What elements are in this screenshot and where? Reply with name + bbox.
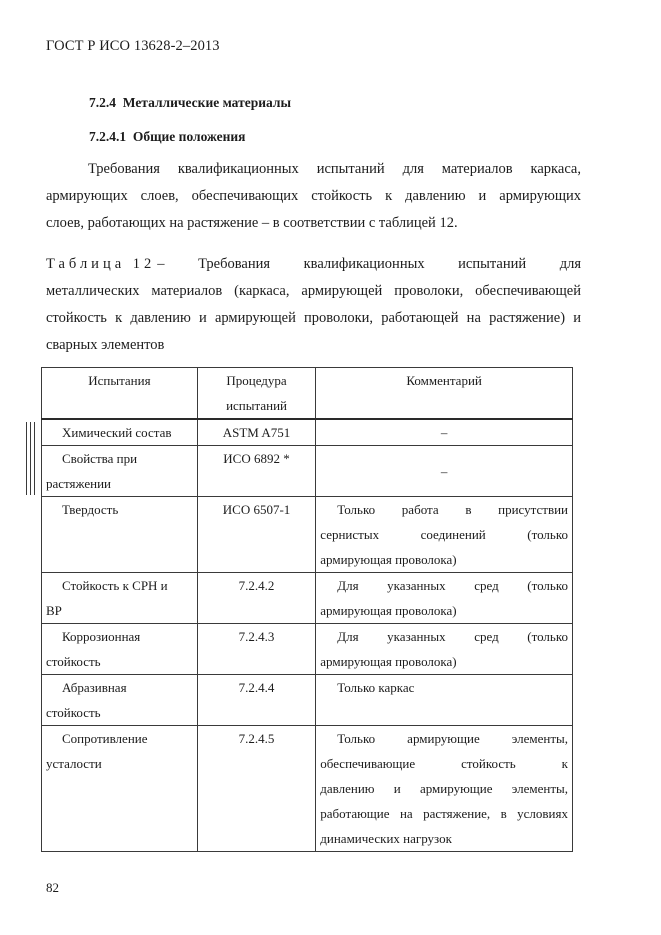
comment-line: сернистых соединений (только: [320, 527, 568, 542]
cell-comment: [316, 624, 573, 675]
change-bar: [34, 422, 35, 495]
cell-test: [42, 446, 198, 497]
caption-first-line: [46, 251, 581, 278]
comment-line: динамических нагрузок: [320, 831, 452, 846]
subsection-heading: 7.2.4.1 Общие положения: [89, 129, 246, 144]
cell-text: Твердость: [62, 502, 119, 517]
cell-text: Коррозионная: [62, 629, 141, 644]
cell-comment: [316, 573, 573, 624]
table-row: [42, 624, 573, 675]
cell-test: [42, 497, 198, 573]
cell-text: стойкость: [46, 654, 101, 669]
table-header-row: [42, 368, 573, 420]
section-heading: 7.2.4 Металлические материалы: [89, 95, 291, 110]
cell-test: [42, 624, 198, 675]
table-row: [42, 497, 573, 573]
comment-line: армирующая проволока): [320, 603, 457, 618]
cell-procedure: 7.2.4.2: [197, 573, 315, 624]
table-row: [42, 675, 573, 726]
header-procedure: [197, 368, 315, 420]
cell-text: растяжении: [46, 476, 111, 491]
cell-comment: [316, 675, 573, 726]
cell-procedure: ИСО 6507-1: [197, 497, 315, 573]
comment-line: Только работа в присутствии: [337, 502, 568, 517]
cell-test: [42, 726, 198, 852]
table-caption: [46, 251, 581, 359]
table-row: [42, 446, 573, 497]
cell-text: Сопротивление: [62, 731, 148, 746]
comment-line: армирующая проволока): [320, 552, 457, 567]
header-comment: Комментарий: [316, 368, 573, 420]
body-paragraph: [46, 156, 581, 237]
paragraph-line: Требования квалификационных испытаний для материалов каркаса,: [88, 161, 581, 177]
cell-text: Свойства при: [62, 451, 138, 466]
header-tests: Испытания: [42, 368, 198, 420]
cell-comment: [316, 726, 573, 852]
caption-label: Таблица 12: [46, 256, 156, 272]
cell-comment: –: [316, 419, 573, 446]
cell-procedure: 7.2.4.5: [197, 726, 315, 852]
cell-text: ВР: [46, 603, 62, 618]
page-number: 82: [46, 880, 59, 895]
cell-procedure: ASTM A751: [197, 419, 315, 446]
comment-line: армирующая проволока): [320, 654, 457, 669]
comment-line: обеспечивающие стойкость к: [320, 756, 568, 771]
cell-text: стойкость: [46, 705, 101, 720]
cell-text: Химический состав: [62, 425, 172, 440]
caption-title-start: – Требования квалификационных испытаний для: [157, 256, 581, 272]
table-row: [42, 726, 573, 852]
cell-comment: [316, 497, 573, 573]
caption-line: стойкость к давлению и армирующей проволоки, работающей на растяжение) и: [46, 310, 581, 326]
cell-text: Стойкость к СРН и: [62, 578, 168, 593]
cell-test: [42, 675, 198, 726]
comment-line: Для указанных сред (только: [337, 578, 568, 593]
cell-test: [42, 573, 198, 624]
comment-line: давлению и армирующие элементы,: [320, 781, 568, 796]
comment-line: Только армирующие элементы,: [337, 731, 568, 746]
paragraph-line: армирующих слоев, обеспечивающих стойкость к давлению и армирующих: [46, 188, 581, 204]
cell-text: Абразивная: [62, 680, 127, 695]
header-procedure-line: испытаний: [226, 398, 287, 413]
cell-comment: –: [316, 446, 573, 497]
comment-line: работающие на растяжение, в условиях: [320, 806, 568, 821]
paragraph-line: слоев, работающих на растяжение – в соответствии с таблицей 12.: [46, 215, 458, 231]
table-row: [42, 573, 573, 624]
change-bar: [26, 422, 27, 495]
requirements-table: [41, 367, 573, 852]
cell-text: усталости: [46, 756, 102, 771]
table-row: [42, 419, 573, 446]
change-bar: [30, 422, 31, 495]
cell-procedure: 7.2.4.4: [197, 675, 315, 726]
header-procedure-line: Процедура: [226, 373, 287, 388]
document-header: ГОСТ Р ИСО 13628-2–2013: [46, 38, 220, 54]
cell-procedure: ИСО 6892 *: [197, 446, 315, 497]
comment-line: Только каркас: [337, 680, 415, 695]
caption-line: сварных элементов: [46, 337, 165, 353]
cell-procedure: 7.2.4.3: [197, 624, 315, 675]
comment-line: Для указанных сред (только: [337, 629, 568, 644]
caption-line: металлических материалов (каркаса, армирующей проволоки, обеспечивающей: [46, 283, 581, 299]
cell-test: [42, 419, 198, 446]
